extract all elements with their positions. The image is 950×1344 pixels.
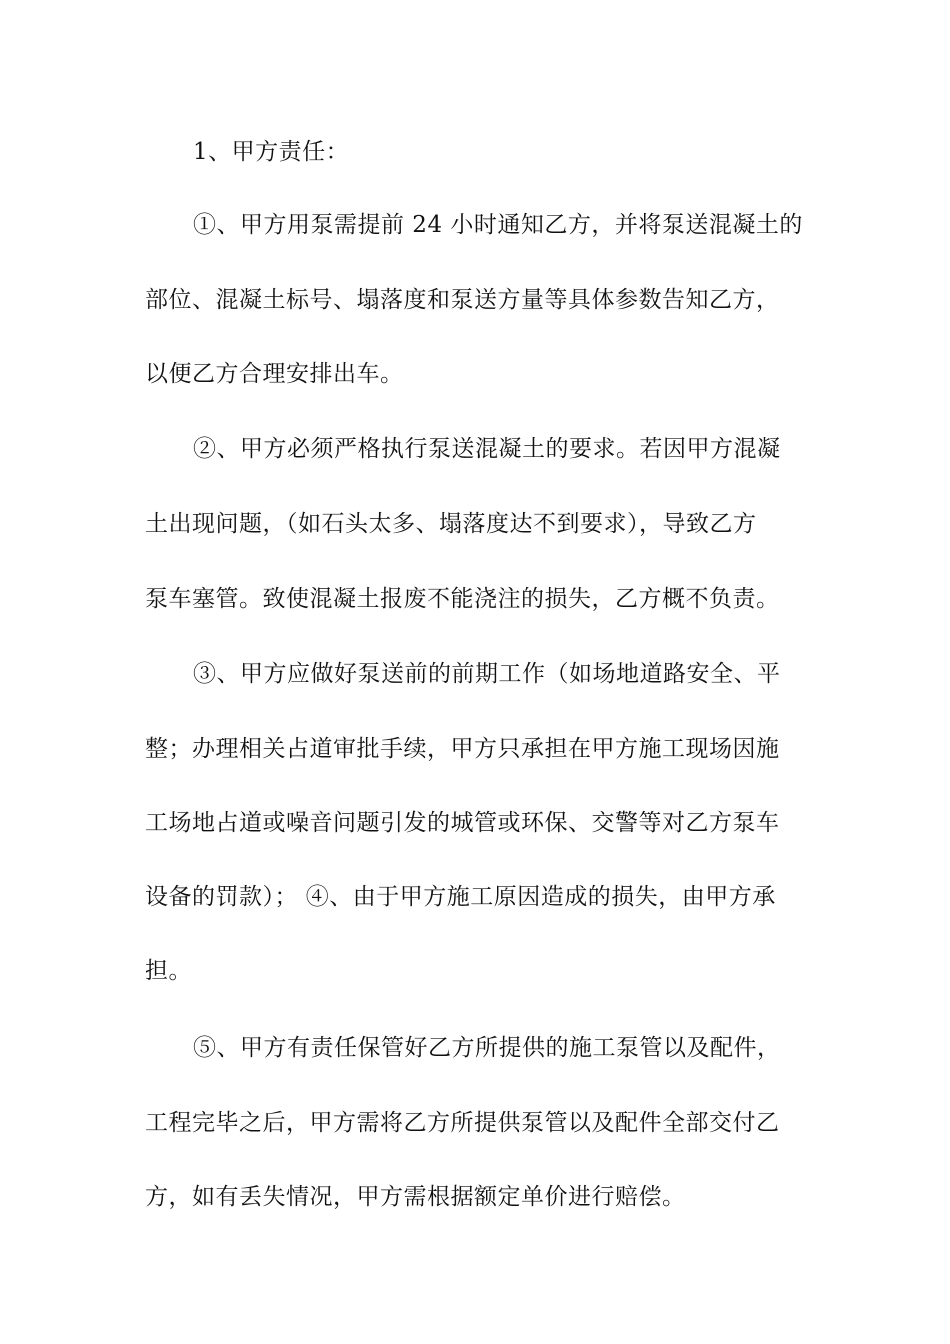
paragraph-line: 土出现问题，（如石头太多、塌落度达不到要求），导致乙方 (145, 511, 757, 537)
paragraph-line: 以便乙方合理安排出车。 (145, 361, 404, 387)
paragraph-line: ①、甲方用泵需提前 24 小时通知乙方，并将泵送混凝土的 (193, 212, 803, 238)
paragraph-line: ③、甲方应做好泵送前的前期工作（如场地道路安全、平 (193, 661, 781, 687)
paragraph-line: ⑤、甲方有责任保管好乙方所提供的施工泵管以及配件， (193, 1035, 781, 1061)
paragraph-line: 设备的罚款）； ④、由于甲方施工原因造成的损失，由甲方承 (145, 884, 776, 910)
paragraph-line: 担。 (145, 958, 192, 984)
section-heading: 1、甲方责任： (193, 139, 350, 165)
paragraph-line: 部位、混凝土标号、塌落度和泵送方量等具体参数告知乙方， (145, 287, 780, 313)
paragraph-line: 整；办理相关占道审批手续，甲方只承担在甲方施工现场因施 (145, 736, 780, 762)
paragraph-line: 工场地占道或噪音问题引发的城管或环保、交警等对乙方泵车 (145, 810, 780, 836)
paragraph-line: 泵车塞管。致使混凝土报废不能浇注的损失，乙方概不负责。 (145, 586, 780, 612)
paragraph-line: ②、甲方必须严格执行泵送混凝土的要求。若因甲方混凝 (193, 436, 781, 462)
paragraph-line: 工程完毕之后，甲方需将乙方所提供泵管以及配件全部交付乙 (145, 1110, 780, 1136)
paragraph-line: 方，如有丢失情况，甲方需根据额定单价进行赔偿。 (145, 1184, 686, 1210)
